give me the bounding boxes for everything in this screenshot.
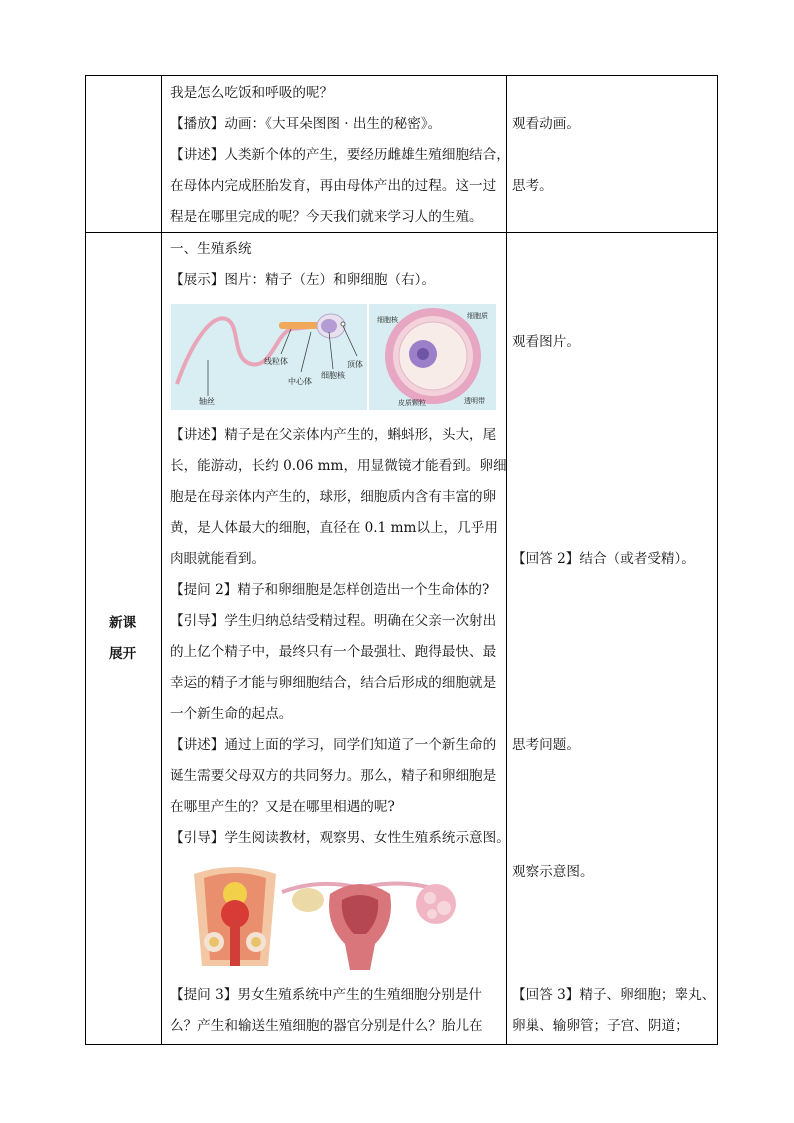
- table-border-top: [85, 75, 718, 76]
- label-sperm-nucleus: 细胞核: [321, 371, 345, 380]
- text-line: 在母体内完成胚胎发育，再由母体产出的过程。这一过: [170, 178, 497, 194]
- text-line: 幸运的精子才能与卵细胞结合，结合后形成的细胞就是: [170, 675, 497, 691]
- label-axoneme: 轴丝: [199, 397, 215, 406]
- text-line: 一个新生命的起点。: [170, 706, 293, 722]
- text-line: 长，能游动，长约 0.06 mm，用显微镜才能看到。卵细: [170, 458, 507, 474]
- label-centriole: 中心体: [288, 377, 312, 386]
- table-border-right: [717, 75, 718, 1045]
- text-line: 么？产生和输送生殖细胞的器官分别是什么？胎儿在: [170, 1018, 483, 1034]
- student-activity: 观看动画。: [512, 116, 580, 132]
- text-line: 肉眼就能看到。: [170, 551, 266, 567]
- label-mitochondria: 线粒体: [264, 357, 288, 366]
- text-line: 【讲述】精子是在父亲体内产生的，蝌蚪形，头大，尾: [170, 427, 497, 443]
- text-line: 【讲述】人类新个体的产生，要经历雌雄生殖细胞结合，: [170, 147, 510, 163]
- column-divider-1: [161, 75, 162, 1045]
- text-line: 【讲述】通过上面的学习，同学们知道了一个新生命的: [170, 737, 497, 753]
- text-line: 黄，是人体最大的细胞，直径在 0.1 mm以上，几乎用: [170, 520, 498, 536]
- text-line: 【引导】学生阅读教材，观察男、女性生殖系统示意图。: [170, 830, 510, 846]
- section-heading: 一、生殖系统: [170, 241, 252, 257]
- stage-label: 展开: [109, 646, 137, 662]
- text-line: 【提问 3】男女生殖系统中产生的生殖细胞分别是什: [170, 987, 483, 1003]
- student-activity: 观看图片。: [512, 334, 580, 350]
- student-activity: 【回答 3】精子、卵细胞；睾丸、: [512, 987, 716, 1003]
- reproductive-system-figure: [190, 864, 480, 972]
- text-line: 【播放】动画：《大耳朵图图 · 出生的秘密》。: [170, 116, 442, 132]
- text-line: 诞生需要父母双方的共同努力。那么，精子和卵细胞是: [170, 768, 497, 784]
- label-cytoplasm: 细胞质: [467, 312, 488, 320]
- text-line: 胞是在母亲体内产生的，球形，细胞质内含有丰富的卵: [170, 489, 497, 505]
- table-border-bottom: [85, 1044, 718, 1045]
- student-activity: 思考。: [512, 178, 553, 194]
- label-zona: 透明带: [464, 397, 485, 405]
- text-line: 程是在哪里完成的呢？今天我们就来学习人的生殖。: [170, 209, 483, 225]
- stage-label: 新课: [109, 615, 137, 631]
- student-activity: 【回答 2】结合（或者受精）。: [512, 551, 695, 567]
- sperm-egg-figure: [171, 304, 496, 410]
- text-line: 【展示】图片：精子（左）和卵细胞（右）。: [170, 272, 436, 288]
- column-divider-2: [506, 75, 507, 1045]
- student-activity: 卵巢、输卵管；子宫、阴道；: [512, 1018, 689, 1034]
- text-line: 【提问 2】精子和卵细胞是怎样创造出一个生命体的?: [170, 582, 490, 598]
- student-activity: 思考问题。: [512, 737, 580, 753]
- label-cortical-granules: 皮质颗粒: [398, 399, 426, 407]
- label-acrosome: 顶体: [347, 360, 363, 369]
- text-line: 的上亿个精子中，最终只有一个最强壮、跑得最快、最: [170, 644, 497, 660]
- table-border-left: [85, 75, 86, 1045]
- text-line: 在哪里产生的？又是在哪里相遇的呢?: [170, 799, 395, 815]
- label-egg-nucleus: 细胞核: [377, 316, 398, 324]
- text-line: 【引导】学生归纳总结受精过程。明确在父亲一次射出: [170, 613, 497, 629]
- text-line: 我是怎么吃饭和呼吸的呢？: [170, 85, 334, 101]
- student-activity: 观察示意图。: [512, 864, 594, 880]
